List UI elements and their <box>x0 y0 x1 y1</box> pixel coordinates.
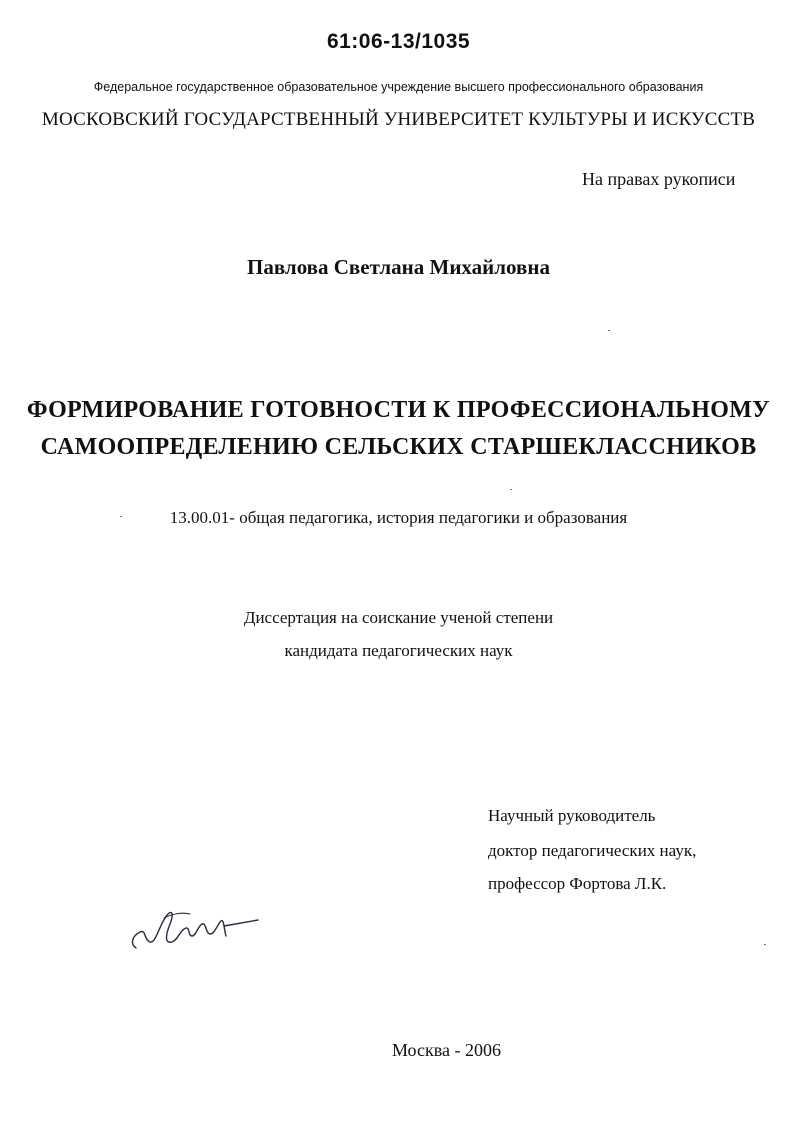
catalog-number: 61:06-13/1035 <box>326 30 471 53</box>
supervisor-role: Научный руководитель <box>488 806 656 825</box>
supervisor-degree: доктор педагогических наук, <box>488 841 697 860</box>
dissertation-degree-line-1: Диссертация на соискание ученой степени <box>243 608 554 627</box>
university-name: МОСКОВСКИЙ ГОСУДАРСТВЕННЫЙ УНИВЕРСИТЕТ КУЛЬТУРЫ И ИСКУССТВ <box>41 109 756 130</box>
manuscript-rights-note: На правах рукописи <box>582 169 736 189</box>
scan-speck <box>120 516 122 517</box>
scan-speck <box>608 330 610 331</box>
scan-speck <box>764 944 766 945</box>
dissertation-degree-line-2: кандидата педагогических наук <box>284 641 513 660</box>
specialty-code: 13.00.01- общая педагогика, история педагогики и образования <box>169 508 628 527</box>
institution-name: Федеральное государственное образовательное учреждение высшего профессионального образования <box>93 80 704 94</box>
place-and-year: Москва - 2006 <box>392 1040 501 1060</box>
supervisor-name: профессор Фортова Л.К. <box>488 874 667 893</box>
dissertation-title-line-1: ФОРМИРОВАНИЕ ГОТОВНОСТИ К ПРОФЕССИОНАЛЬНОМУ <box>26 397 771 423</box>
scan-speck <box>510 489 512 490</box>
handwritten-signature <box>126 900 266 960</box>
dissertation-title-line-2: САМООПРЕДЕЛЕНИЮ СЕЛЬСКИХ СТАРШЕКЛАССНИКОВ <box>40 434 757 460</box>
author-name: Павлова Светлана Михайловна <box>247 255 550 279</box>
